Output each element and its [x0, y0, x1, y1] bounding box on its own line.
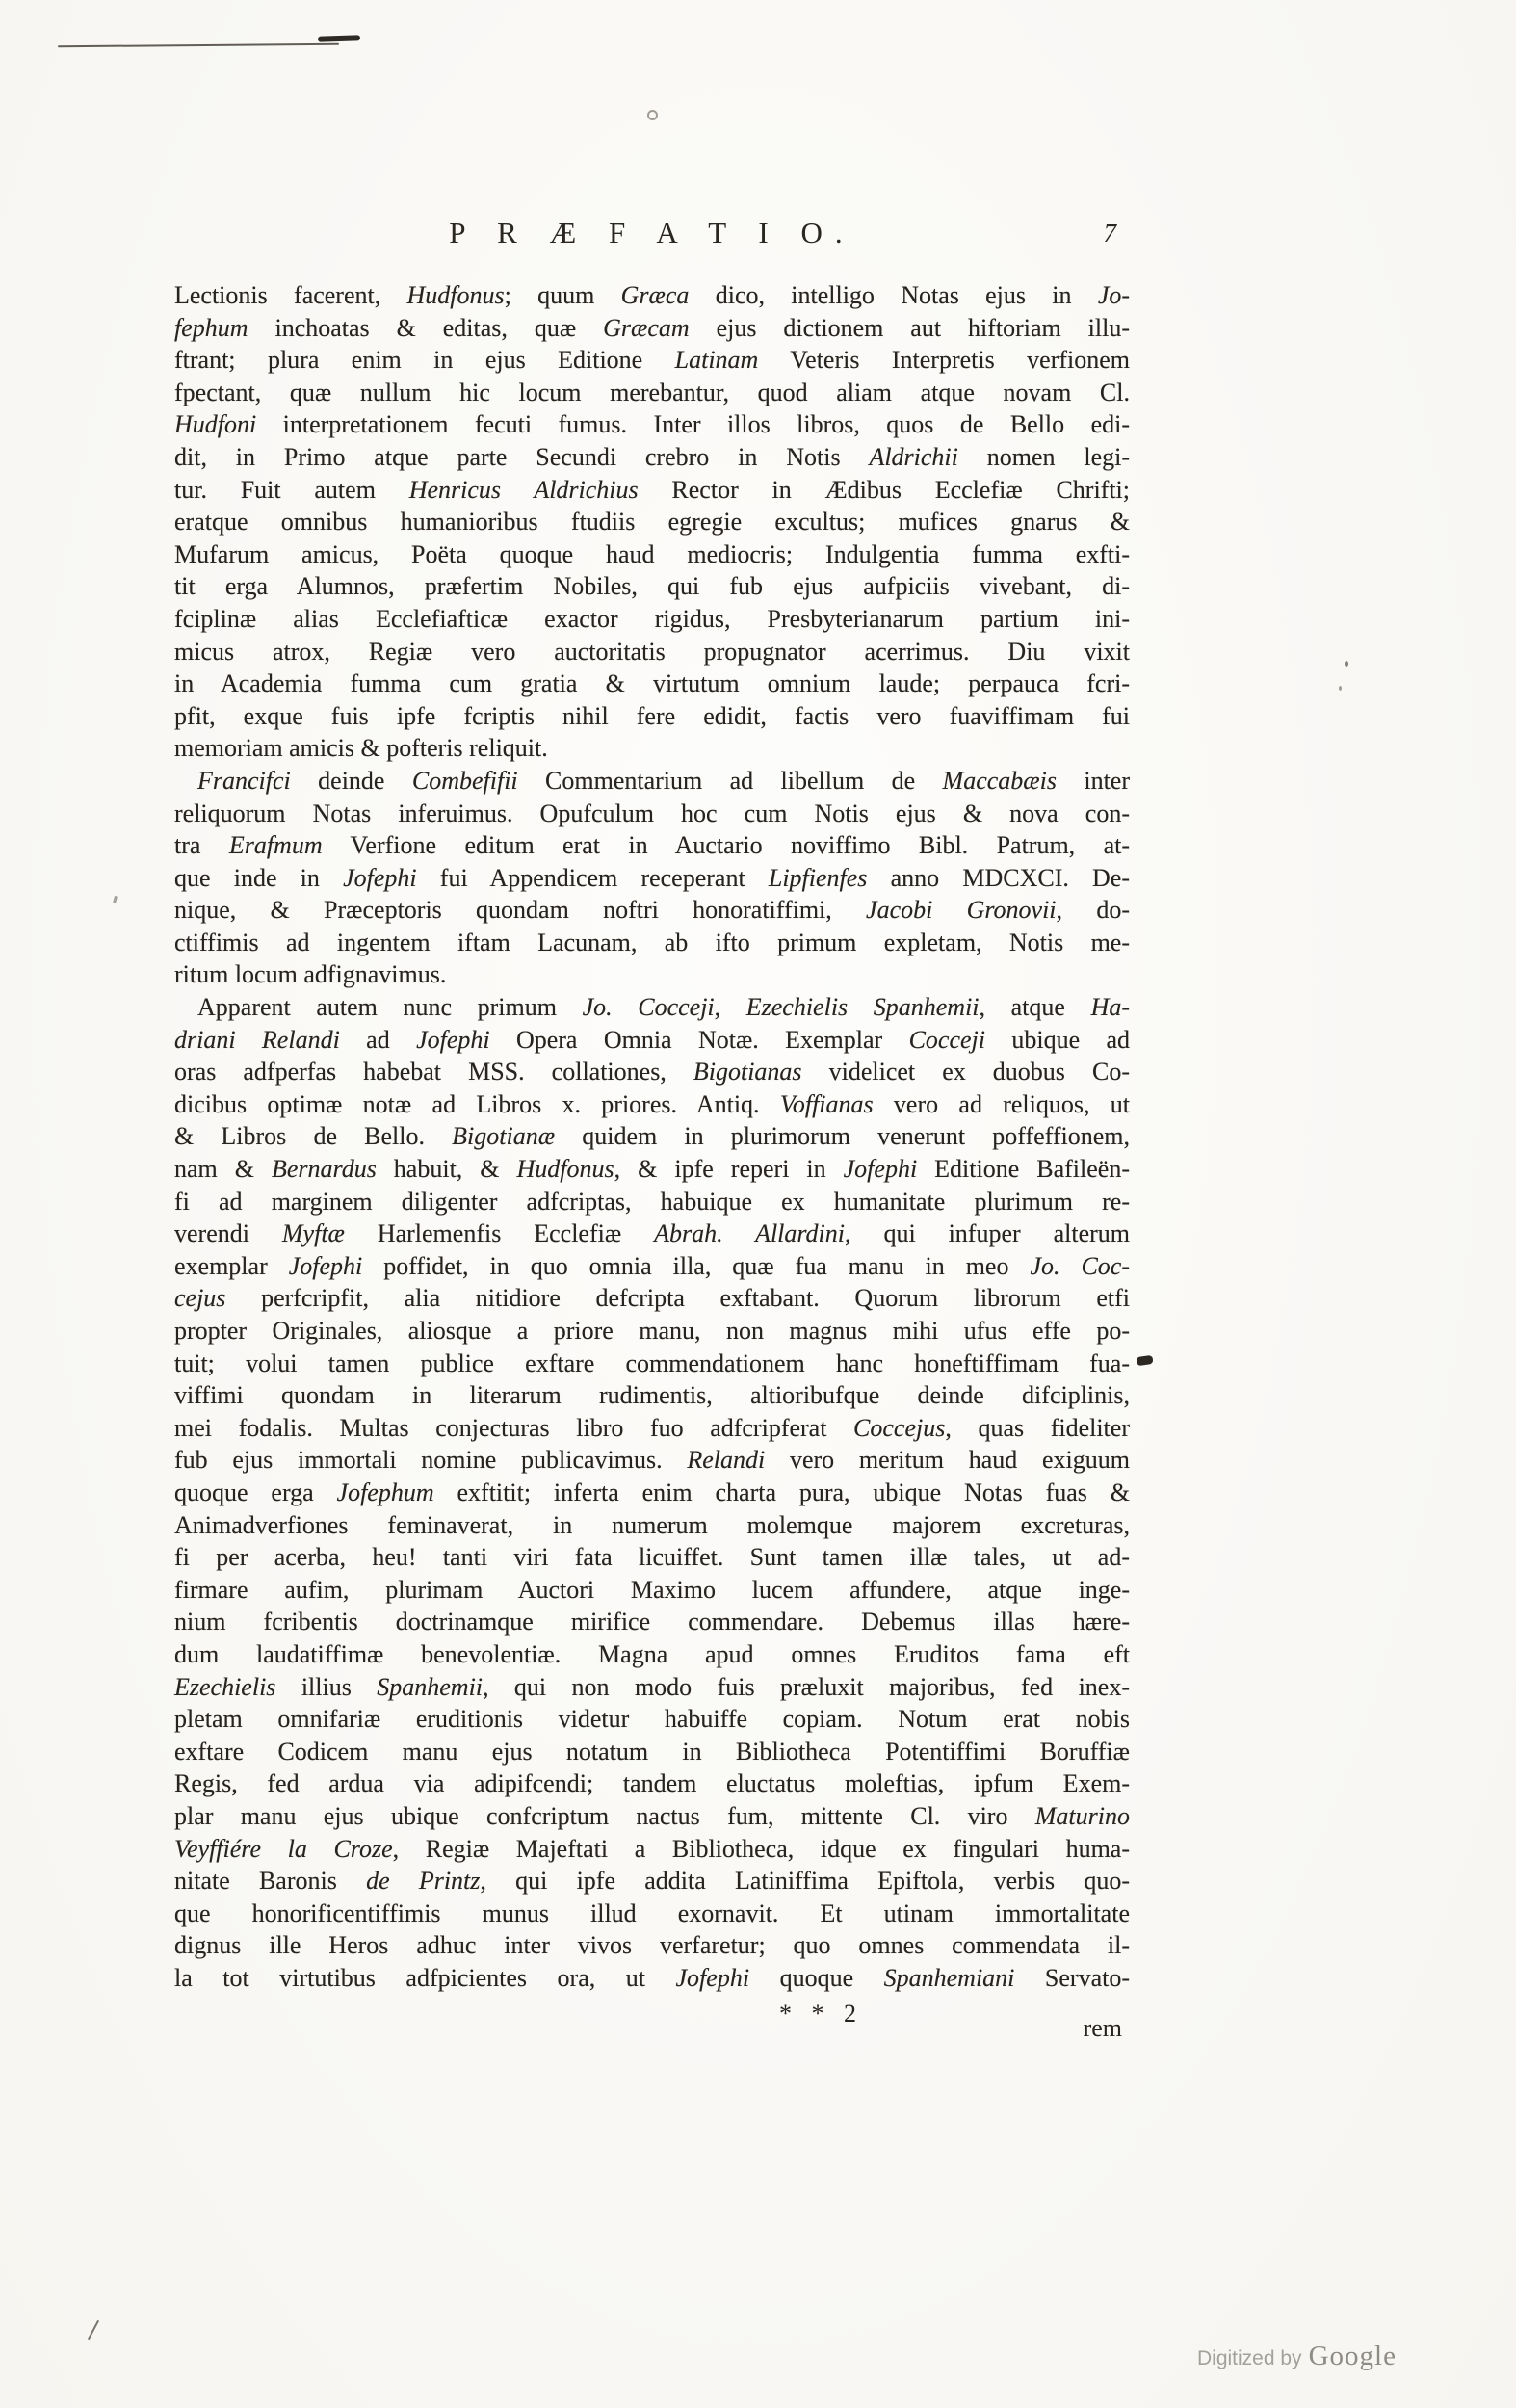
text-line: exemplar Jofephi poffidet, in quo omnia illa, quæ fua manu in meo Jo. Coc-	[174, 1251, 1130, 1280]
scan-ink-dash	[318, 35, 360, 42]
text-line: quoque erga Jofephum exftitit; inferta enim charta pura, ubique Notas fuas &	[174, 1478, 1130, 1506]
text-line: reliquorum Notas inferuimus. Opufculum hoc cum Notis ejus & nova con-	[174, 798, 1130, 827]
text-line: la tot virtutibus adfpicientes ora, ut Jofephi quoque Spanhemiani Servato-	[174, 1963, 1130, 1992]
scan-speck-ring	[647, 110, 658, 120]
catchword: rem	[1083, 2014, 1122, 2042]
text-line: Animadverfiones feminaverat, in numerum molemque majorem excreturas,	[174, 1510, 1130, 1539]
text-line: plar manu ejus ubique confcriptum nactus fum, mittente Cl. viro Maturino	[174, 1801, 1130, 1830]
scan-smudge-line	[58, 43, 339, 48]
text-line: Ezechielis illius Spanhemii, qui non modo fuis præluxit majoribus, fed inex-	[174, 1672, 1130, 1701]
text-line: dignus ille Heros adhuc inter vivos verfaretur; quo omnes commendata il-	[174, 1931, 1130, 1960]
text-line: tuit; volui tamen publice exftare commendationem hanc honeftiffimam fua-	[174, 1348, 1130, 1377]
text-line: Francifci deinde Combefifii Commentarium ad libellum de Maccabæis inter	[197, 766, 1130, 795]
text-line: tit erga Alumnos, præfertim Nobiles, qui fub ejus aufpiciis vivebant, di-	[174, 572, 1130, 601]
text-line: memoriam amicis & pofteris reliquit.	[174, 734, 548, 763]
text-line: oras adfperfas habebat MSS. collationes, Bigotianas videlicet ex duobus Co-	[174, 1058, 1130, 1086]
text-line: in Academia fumma cum gratia & virtutum omnium laude; perpauca fcri-	[174, 669, 1130, 698]
scan-speck	[113, 896, 118, 904]
text-line: propter Originales, aliosque a priore manu, non magnus mihi ufus effe po-	[174, 1317, 1130, 1345]
text-line: dicibus optimæ notæ ad Libros x. priores. Antiq. Voffianas vero ad reliquos, ut	[174, 1089, 1130, 1118]
text-line: Regis, fed ardua via adipifcendi; tandem eluctatus moleftias, ipfum Exem-	[174, 1769, 1130, 1798]
text-line: Veyffiére la Croze, Regiæ Majeftati a Bibliotheca, idque ex fingulari huma-	[174, 1834, 1130, 1863]
text-line: tur. Fuit autem Henricus Aldrichius Rector in Ædibus Ecclefiæ Chrifti;	[174, 475, 1130, 504]
text-line: & Libros de Bello. Bigotianæ quidem in plurimorum venerunt poffeffionem,	[174, 1122, 1131, 1151]
google-watermark	[1197, 2341, 1397, 2372]
text-line: mei fodalis. Multas conjecturas libro fuo adfcripferat Coccejus, quas fideliter	[174, 1413, 1130, 1442]
page-number: 7	[1103, 219, 1116, 248]
text-line: nam & Bernardus habuit, & Hudfonus, & ipfe reperi in Jofephi Editione Bafileën-	[174, 1155, 1130, 1184]
text-line: ctiffimis ad ingentem iftam Lacunam, ab ifto primum expletam, Notis me-	[174, 928, 1130, 956]
text-line: fephum inchoatas & editas, quæ Græcam ejus dictionem aut hiftoriam illu-	[174, 313, 1130, 342]
text-line: fi ad marginem diligenter adfcriptas, habuique ex humanitate plurimum re-	[174, 1187, 1130, 1216]
text-line: verendi Myftæ Harlemenfis Ecclefiæ Abrah. Allardini, qui infuper alterum	[174, 1219, 1130, 1248]
signature-row	[174, 2000, 1130, 2044]
text-line: tra Erafmum Verfione editum erat in Auctario noviffimo Bibl. Patrum, at-	[174, 831, 1130, 860]
watermark-text: Digitized by	[1197, 2347, 1302, 2369]
text-line: Apparent autem nunc primum Jo. Cocceji, Ezechielis Spanhemii, atque Ha-	[197, 993, 1130, 1022]
text-line: cejus perfcripfit, alia nitidiore defcripta exftabant. Quorum librorum etfi	[174, 1284, 1130, 1313]
text-line: driani Relandi ad Jofephi Opera Omnia Notæ. Exemplar Cocceji ubique ad	[174, 1025, 1131, 1054]
text-line: dum laudatiffimæ benevolentiæ. Magna apud omnes Eruditos fama eft	[174, 1639, 1130, 1668]
page-header	[174, 216, 1130, 258]
text-line: firmare aufim, plurimam Auctori Maximo lucem affundere, atque inge-	[174, 1575, 1130, 1604]
text-line: fub ejus immortali nomine publicavimus. Relandi vero meritum haud exiguum	[174, 1446, 1130, 1475]
text-line: pletam omnifariæ eruditionis videtur habuiffe copiam. Notum erat nobis	[174, 1705, 1130, 1734]
text-line: dit, in Primo atque parte Secundi crebro in Notis Aldrichii nomen legi-	[174, 442, 1130, 471]
text-line: que honorificentiffimis munus illud exornavit. Et utinam immortalitate	[174, 1898, 1130, 1927]
google-logo: Google	[1308, 2341, 1397, 2371]
scan-speck-dot	[1339, 686, 1342, 691]
text-line: ftrant; plura enim in ejus Editione Latinam Veteris Interpretis verfionem	[174, 346, 1130, 375]
text-line: Hudfoni interpretationem fecuti fumus. Inter illos libros, quos de Bello edi-	[174, 410, 1130, 439]
text-line: viffimi quondam in literarum rudimentis, altioribufque deinde difciplinis,	[174, 1381, 1130, 1410]
text-line: nium fcribentis doctrinamque mirifice commendare. Debemus illas hære-	[174, 1608, 1130, 1636]
text-line: fpectant, quæ nullum hic locum merebantur, quod aliam atque novam Cl.	[174, 378, 1130, 406]
page-title: P R Æ F A T I O.	[449, 216, 855, 249]
text-line: micus atrox, Regiæ vero auctoritatis propugnator acerrimus. Diu vixit	[174, 637, 1130, 666]
text-line: fi per acerba, heu! tanti viri fata licuiffet. Sunt tamen illæ tales, ut ad-	[174, 1543, 1130, 1572]
text-line: Mufarum amicus, Poëta quoque haud mediocris; Indulgentia fumma exfti-	[174, 539, 1130, 568]
scan-pen-mark	[88, 2320, 99, 2340]
text-line: pfit, exque fuis ipfe fcriptis nihil fere edidit, factis vero fuaviffimam fui	[174, 701, 1130, 730]
scan-speck-dot	[1345, 661, 1348, 667]
text-block	[174, 279, 1130, 1994]
signature-mark: * * 2	[779, 2000, 863, 2028]
text-line: ritum locum adfignavimus.	[174, 960, 447, 989]
text-line: exftare Codicem manu ejus notatum in Bibliotheca Potentiffimi Boruffiæ	[174, 1737, 1130, 1766]
text-line: nique, & Præceptoris quondam noftri honoratiffimi, Jacobi Gronovii, do-	[174, 896, 1130, 925]
scan-ink-blot	[1136, 1355, 1153, 1366]
text-line: eratque omnibus humanioribus ftudiis egregie excultus; mufices gnarus &	[174, 508, 1130, 537]
text-line: que inde in Jofephi fui Appendicem receperant Lipfienfes anno MDCXCI. De-	[174, 863, 1131, 892]
text-line: fciplinæ alias Ecclefiafticæ exactor rigidus, Presbyterianarum partium ini-	[174, 604, 1130, 633]
text-line: nitate Baronis de Printz, qui ipfe addita Latiniffima Epiftola, verbis quo-	[174, 1867, 1130, 1896]
text-line: Lectionis facerent, Hudfonus; quum Græca dico, intelligo Notas ejus in Jo-	[174, 281, 1131, 309]
